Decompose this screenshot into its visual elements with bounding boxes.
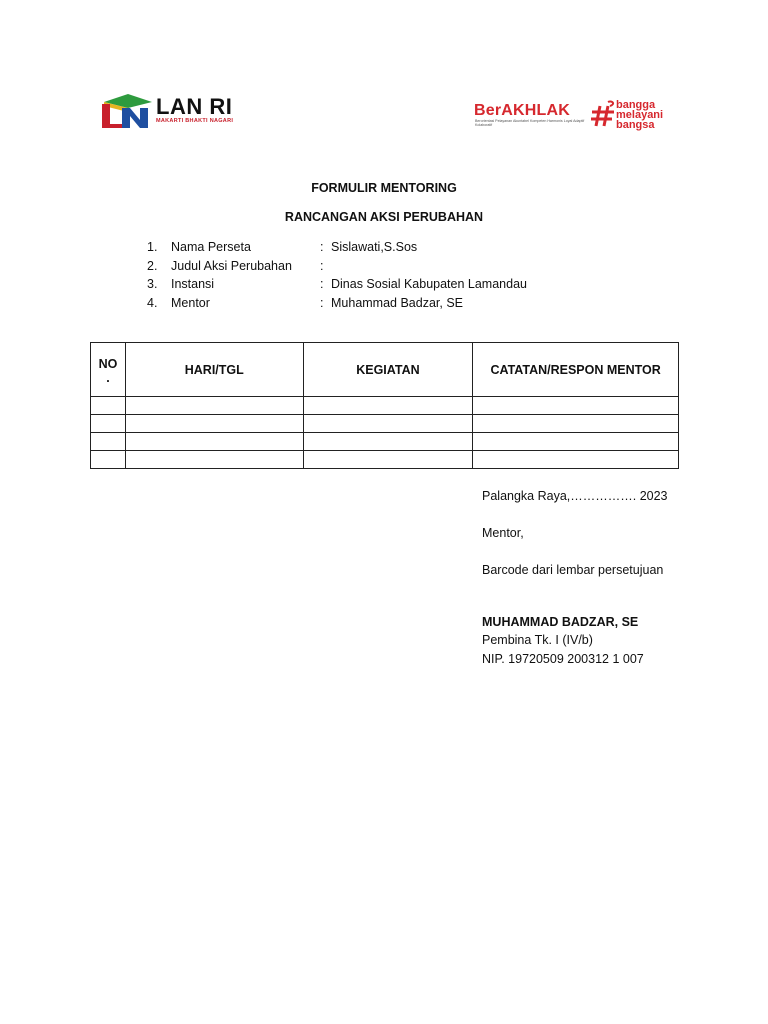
- table-cell[interactable]: [303, 433, 473, 451]
- table-cell[interactable]: [91, 451, 126, 469]
- header-no-text: NO: [98, 356, 118, 371]
- info-value: Sislawati,S.Sos: [331, 240, 418, 254]
- table-cell[interactable]: [303, 397, 473, 415]
- info-number: 2.: [147, 258, 158, 273]
- info-colon: :: [320, 258, 324, 273]
- info-label: Mentor: [171, 295, 210, 310]
- table-cell[interactable]: [125, 433, 303, 451]
- signature-nip: NIP. 19720509 200312 1 007: [482, 652, 644, 666]
- berakhlak-word: BerAKHLAK: [474, 102, 571, 119]
- header-catatan: CATATAN/RESPON MENTOR: [473, 343, 679, 397]
- berakhlak-tagline: Berorientasi Pelayanan Akuntabel Kompeten Harmonis Loyal Adaptif Kolaboratif: [475, 119, 585, 127]
- form-subtitle: RANCANGAN AKSI PERUBAHAN: [284, 210, 484, 224]
- signature-place-date: Palangka Raya,……………. 2023: [482, 489, 668, 503]
- lan-ri-emblem-icon: [100, 94, 156, 130]
- table-cell[interactable]: [91, 397, 126, 415]
- table-cell[interactable]: [91, 415, 126, 433]
- bangga-melayani-mark-icon: [590, 100, 616, 128]
- signature-name: MUHAMMAD BADZAR, SE: [482, 615, 639, 629]
- table-row: [91, 451, 679, 469]
- table-header-row: [91, 343, 679, 397]
- table-cell[interactable]: [303, 415, 473, 433]
- table-row: [91, 415, 679, 433]
- table-row: [91, 397, 679, 415]
- mentoring-table: [90, 342, 679, 469]
- table-row: [91, 433, 679, 451]
- lan-ri-motto: MAKARTI BHAKTI NAGARI: [156, 118, 234, 124]
- signature-role: Mentor,: [482, 526, 524, 540]
- bangga-melayani-bangsa-text: bangga melayani bangsa: [616, 99, 664, 131]
- header-kegiatan: KEGIATAN: [303, 343, 473, 397]
- info-number: 4.: [147, 295, 158, 310]
- table-cell[interactable]: [473, 397, 679, 415]
- berakhlak-logo: [474, 98, 674, 132]
- info-colon: :: [320, 295, 324, 310]
- info-value: Dinas Sosial Kabupaten Lamandau: [331, 277, 527, 292]
- info-colon: :: [320, 240, 324, 254]
- table-cell[interactable]: [125, 397, 303, 415]
- table-cell[interactable]: [125, 451, 303, 469]
- info-number: 1.: [147, 240, 158, 254]
- header-no: [91, 343, 126, 397]
- lan-ri-name: LAN RI: [156, 94, 233, 119]
- signature-rank: Pembina Tk. I (IV/b): [482, 633, 593, 647]
- table-cell[interactable]: [473, 433, 679, 451]
- info-label: Instansi: [171, 277, 215, 292]
- lan-ri-logo: [100, 94, 270, 130]
- form-title: FORMULIR MENTORING: [311, 181, 457, 195]
- info-value: Muhammad Badzar, SE: [331, 295, 464, 310]
- table-cell[interactable]: [125, 415, 303, 433]
- info-number: 3.: [147, 277, 158, 292]
- table-cell[interactable]: [473, 415, 679, 433]
- table-cell[interactable]: [91, 433, 126, 451]
- info-colon: :: [320, 277, 324, 292]
- header-no-dot: .: [106, 370, 110, 385]
- table-cell[interactable]: [473, 451, 679, 469]
- signature-barcode-note: Barcode dari lembar persetujuan: [482, 563, 664, 577]
- info-label: Judul Aksi Perubahan: [171, 258, 292, 273]
- table-cell[interactable]: [303, 451, 473, 469]
- info-label: Nama Perseta: [171, 240, 251, 254]
- header-hari-tgl: HARI/TGL: [125, 343, 303, 397]
